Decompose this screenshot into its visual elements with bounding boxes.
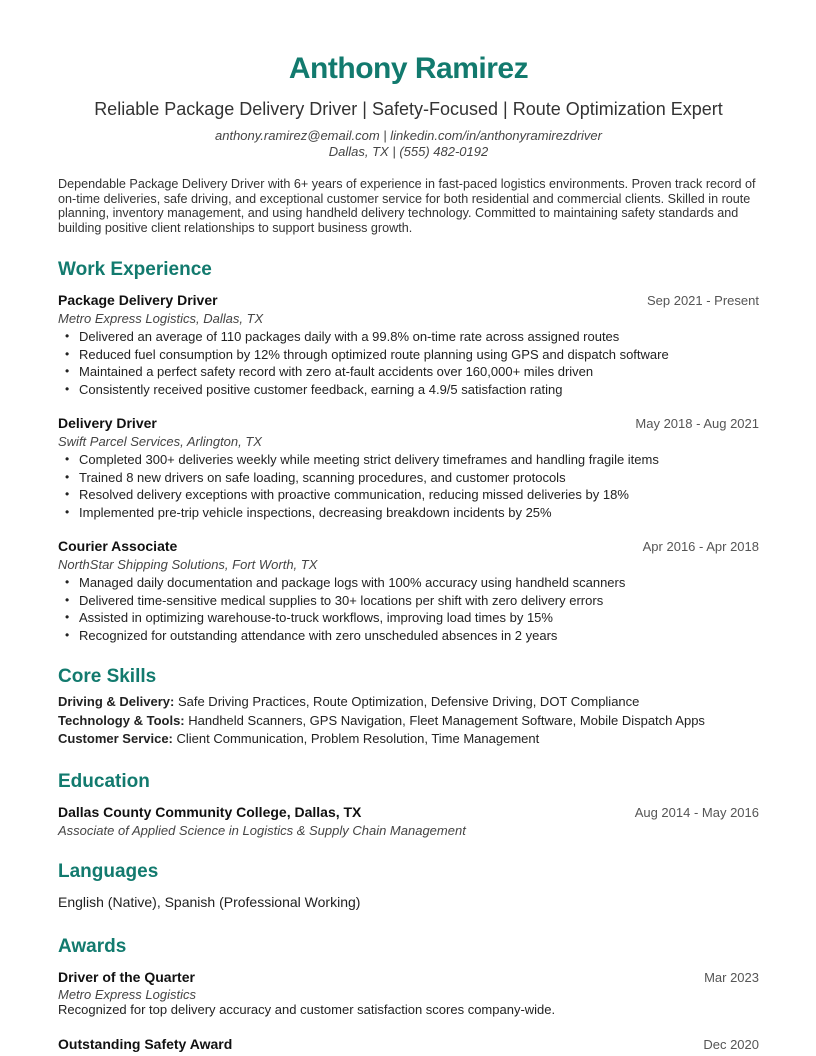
job-title: Delivery Driver [58,415,157,431]
skill-category: Driving & Delivery: [58,694,175,709]
award-title: Outstanding Safety Award [58,1036,233,1052]
bullet: • Implemented pre-trip vehicle inspections, decreasing breakdown incidents by 25% [58,504,759,522]
job-bullets [58,328,759,398]
award-date: Mar 2023 [704,970,759,985]
bullet: • Resolved delivery exceptions with proactive communication, reducing missed deliveries by 18% [58,486,759,504]
section-title-skills: Core Skills [58,666,157,687]
candidate-name: Anthony Ramirez [288,52,529,85]
skill-items: Safe Driving Practices, Route Optimization, Defensive Driving, DOT Compliance [177,694,640,709]
experience-item [58,415,759,521]
bullet: • Recognized for outstanding attendance with zero unscheduled absences in 2 years [58,627,759,645]
company: NorthStar Shipping Solutions, Fort Worth, TX [58,557,318,572]
bullet: • Trained 8 new drivers on safe loading, scanning procedures, and customer protocols [58,469,759,487]
award-item [58,1036,759,1054]
skill-items: Handheld Scanners, GPS Navigation, Fleet Management Software, Mobile Dispatch Apps [188,712,705,728]
languages-list: English (Native), Spanish (Professional Working) [58,894,361,910]
award-description: Recognized for top delivery accuracy and customer satisfaction scores company-wide. [58,1002,556,1017]
section-title-education: Education [58,771,150,792]
award-date: Dec 2020 [703,1037,759,1052]
job-title: Courier Associate [58,538,178,554]
headline: Reliable Package Delivery Driver | Safety-Focused | Route Optimization Expert [94,99,723,119]
bullet: • Managed daily documentation and package logs with 100% accuracy using handheld scanners [58,574,759,592]
skill-line [58,693,759,712]
skill-items: Client Communication, Problem Resolution, Time Management [176,731,540,746]
company: Swift Parcel Services, Arlington, TX [58,434,262,449]
bullet: • Delivered an average of 110 packages daily with a 99.8% on-time rate across assigned routes [58,328,759,346]
bullet: • Reduced fuel consumption by 12% through optimized route planning using GPS and dispatch software [58,346,759,364]
bullet: • Maintained a perfect safety record with zero at-fault accidents over 160,000+ miles driven [58,363,759,381]
job-title: Package Delivery Driver [58,292,218,308]
professional-summary: Dependable Package Delivery Driver with 6+ years of experience in fast-paced logistics environments. Proven track record of on-time deliveries, safe driving, and exceptional customer service for both residential and commercial clients. Skilled in route planning, inventory management, and using handheld delivery technology. Committed to maintaining safety standards and building positive client relationships to support business growth. [58,177,756,235]
bullet: • Consistently received positive customer feedback, earning a 4.9/5 satisfaction rating [58,381,759,399]
bullet: • Delivered time-sensitive medical supplies to 30+ locations per shift with zero delivery errors [58,592,759,610]
skill-category: Customer Service: [58,731,173,746]
job-bullets [58,574,759,644]
job-dates: Sep 2021 - Present [646,293,759,308]
award-org: Metro Express Logistics [58,987,196,1002]
job-bullets [58,451,759,521]
school-name: Dallas County Community College, Dallas, TX [58,804,362,820]
company: Metro Express Logistics, Dallas, TX [58,311,264,326]
contact-line-location-phone: Dallas, TX | (555) 482-0192 [328,144,489,159]
skill-line [58,730,759,749]
section-title-languages: Languages [58,861,159,882]
experience-item [58,538,759,644]
bullet: • Completed 300+ deliveries weekly while meeting strict delivery timeframes and handling fragile items [58,451,759,469]
education-item [58,804,759,840]
section-title-awards: Awards [58,936,127,957]
skill-category: Technology & Tools: [58,712,185,728]
bullet: • Assisted in optimizing warehouse-to-truck workflows, improving load times by 15% [58,609,759,627]
degree: Associate of Applied Science in Logistics & Supply Chain Management [58,823,466,838]
job-dates: Apr 2016 - Apr 2018 [642,539,759,554]
award-item [58,969,759,1018]
job-dates: May 2018 - Aug 2021 [635,416,759,431]
award-title: Driver of the Quarter [58,969,195,985]
skill-line [58,712,759,731]
experience-item [58,292,759,398]
section-title-experience: Work Experience [58,259,212,280]
contact-line-email-linkedin: anthony.ramirez@email.com | linkedin.com/in/anthonyramirezdriver [215,128,602,143]
education-dates: Aug 2014 - May 2016 [634,805,759,820]
skills-list [58,693,759,749]
